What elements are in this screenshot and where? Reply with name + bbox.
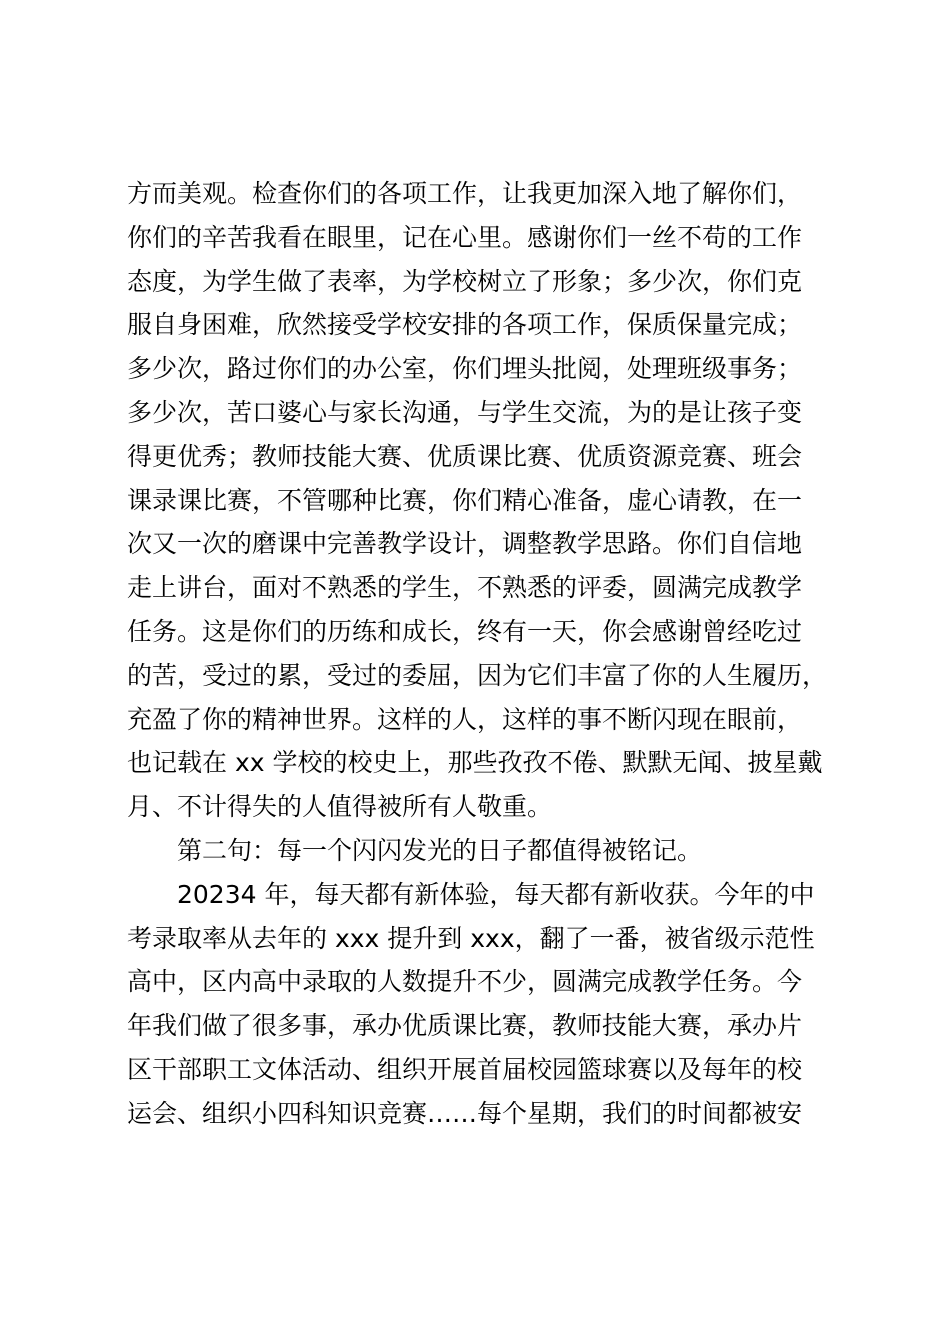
section-heading: 第二句：每一个闪闪发光的日子都值得被铭记。: [177, 835, 703, 865]
paragraph-start-line: 20234 年，每天都有新体验，每天都有新收获。今年的中: [177, 879, 815, 909]
text-line: 也记载在 xx 学校的校史上，那些孜孜不倦、默默无闻、披星戴: [127, 748, 823, 778]
text-line: 高中，区内高中录取的人数提升不少，圆满完成教学任务。今: [127, 967, 803, 997]
text-line: 多少次，苦口婆心与家长沟通，与学生交流，为的是让孩子变: [127, 397, 803, 427]
text-line: 运会、组织小四科知识竞赛……每个星期，我们的时间都被安: [127, 1098, 803, 1128]
text-line: 次又一次的磨课中完善教学设计，调整教学思路。你们自信地: [127, 529, 803, 559]
text-line: 方而美观。检查你们的各项工作，让我更加深入地了解你们，: [127, 179, 803, 208]
text-line: 区干部职工文体活动、组织开展首届校园篮球赛以及每年的校: [127, 1054, 803, 1084]
text-line: 多少次，路过你们的办公室，你们埋头批阅，处理班级事务；: [127, 354, 803, 384]
text-line: 服自身困难，欣然接受学校安排的各项工作，保质保量完成；: [127, 310, 803, 340]
text-line: 得更优秀；教师技能大赛、优质课比赛、优质资源竞赛、班会: [127, 441, 803, 471]
text-line: 走上讲台，面对不熟悉的学生，不熟悉的评委，圆满完成教学: [127, 573, 803, 603]
text-line: 课录课比赛，不管哪种比赛，你们精心准备，虚心请教，在一: [127, 485, 803, 515]
text-line: 你们的辛苦我看在眼里，记在心里。感谢你们一丝不苟的工作: [127, 222, 803, 252]
text-line: 年我们做了很多事，承办优质课比赛，教师技能大赛，承办片: [127, 1011, 803, 1041]
text-line: 充盈了你的精神世界。这样的人，这样的事不断闪现在眼前，: [127, 704, 803, 734]
document-body: [127, 172, 847, 1136]
text-line: 任务。这是你们的历练和成长，终有一天，你会感谢曾经吃过: [127, 616, 803, 646]
text-line: 月、不计得失的人值得被所有人敬重。: [127, 792, 553, 822]
text-line: 考录取率从去年的 xxx 提升到 xxx，翻了一番，被省级示范性: [127, 923, 815, 953]
text-line: 的苦，受过的累，受过的委屈，因为它们丰富了你的人生履历，: [127, 660, 828, 690]
text-line: 态度，为学生做了表率，为学校树立了形象；多少次，你们克: [127, 266, 803, 296]
